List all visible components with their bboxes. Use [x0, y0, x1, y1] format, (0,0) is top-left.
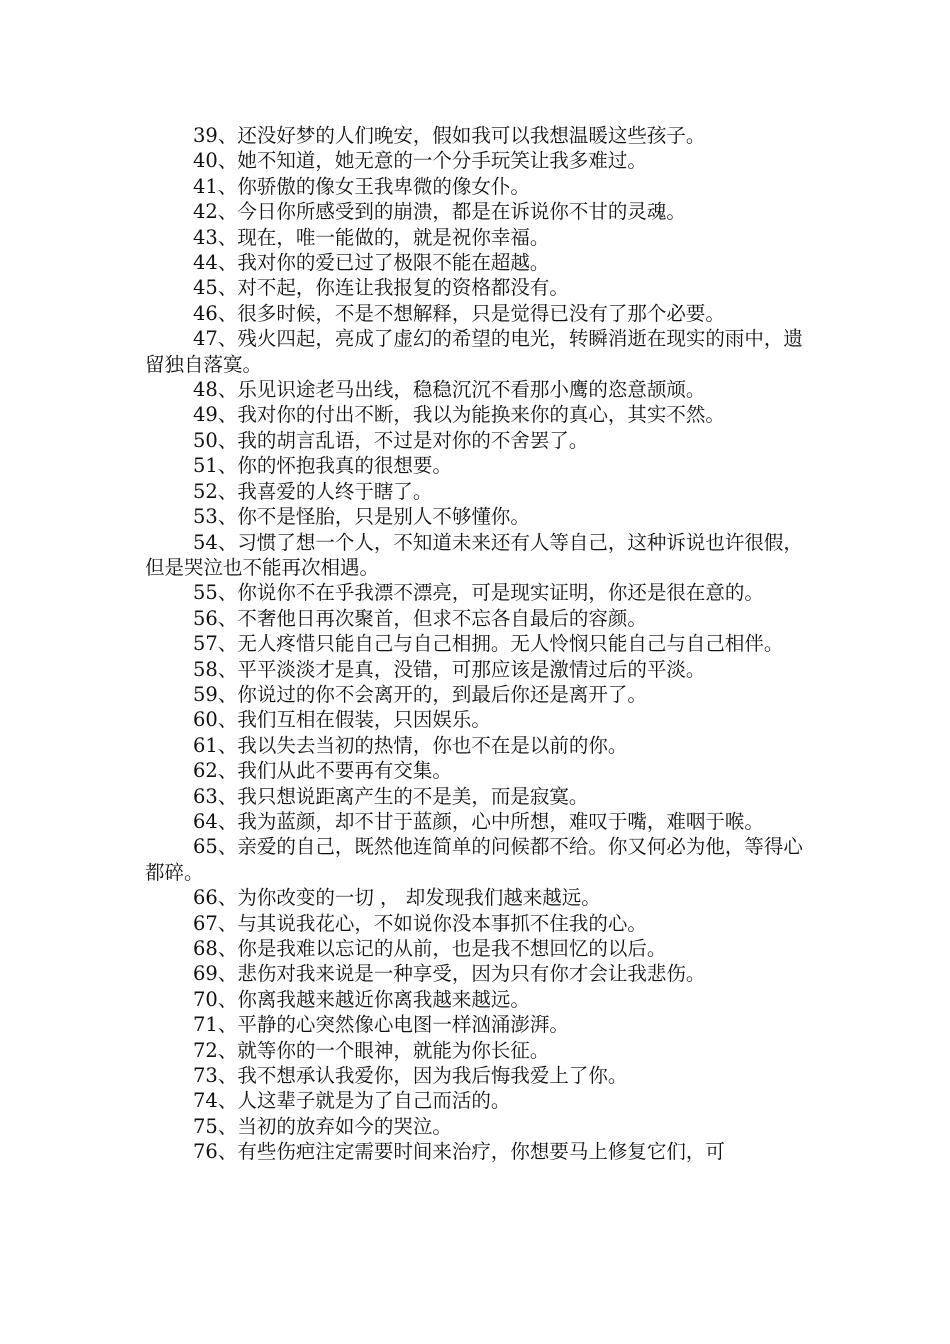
list-item: 42、今日你所感受到的崩溃，都是在诉说你不甘的灵魂。: [193, 200, 686, 224]
list-item: 43、现在，唯一能做的，就是祝你幸福。: [193, 225, 550, 249]
list-item: 55、你说你不在乎我漂不漂亮，可是现实证明，你还是很在意的。: [193, 581, 764, 605]
list-item: 74、人这辈子就是为了自己而活的。: [193, 1089, 511, 1113]
list-item: 45、对不起，你连让我报复的资格都没有。: [193, 276, 569, 300]
list-item: 41、你骄傲的像女王我卑微的像女仆。: [193, 174, 530, 198]
list-item: 73、我不想承认我爱你，因为我后悔我爱上了你。: [193, 1064, 628, 1088]
list-item: 39、还没好梦的人们晚安，假如我可以我想温暖这些孩子。: [193, 124, 706, 147]
list-item: 51、你的怀抱我真的很想要。: [193, 454, 452, 478]
list-item: 70、你离我越来越近你离我越来越远。: [193, 987, 530, 1011]
list-item: 56、不奢他日再次聚首，但求不忘各自最后的容颜。: [193, 606, 647, 630]
list-item: 63、我只想说距离产生的不是美，而是寂寞。: [193, 784, 589, 808]
list-item: 47、残火四起，亮成了虚幻的希望的电光，转瞬消逝在现实的雨中，遗留独自落寞。: [145, 327, 803, 376]
list-item: 75、当初的放弃如今的哭泣。: [193, 1114, 452, 1138]
list-item: 44、我对你的爱已过了极限不能在超越。: [193, 251, 550, 275]
list-item: 66、为你改变的一切 ， 却发现我们越来越远。: [193, 886, 601, 910]
list-item: 54、习惯了想一个人，不知道未来还有人等自己，这种诉说也许很假，但是哭泣也不能再次相遇。: [145, 530, 803, 579]
list-item: 53、你不是怪胎，只是别人不够懂你。: [193, 505, 530, 529]
list-item: 72、就等你的一个眼神，就能为你长征。: [193, 1038, 550, 1062]
list-item: 48、乐见识途老马出线，稳稳沉沉不看那小鹰的恣意颉颃。: [193, 378, 706, 402]
list-item: 46、很多时候，不是不想解释，只是觉得已没有了那个必要。: [193, 301, 725, 325]
list-item: 61、我以失去当初的热情，你也不在是以前的你。: [193, 733, 628, 757]
list-item: 49、我对你的付出不断，我以为能换来你的真心，其实不然。: [193, 403, 725, 427]
list-item: 52、我喜爱的人终于瞎了。: [193, 479, 433, 503]
list-item: 58、平平淡淡才是真，没错，可那应该是激情过后的平淡。: [193, 657, 706, 681]
list-item: 50、我的胡言乱语，不过是对你的不舍罢了。: [193, 428, 589, 452]
list-item: 67、与其说我花心，不如说你没本事抓不住我的心。: [193, 911, 647, 935]
list-item: 68、你是我难以忘记的从前，也是我不想回忆的以后。: [193, 937, 667, 960]
list-item: 57、无人疼惜只能自己与自己相拥。无人怜悯只能自己与自己相伴。: [193, 632, 784, 656]
list-item: 64、我为蓝颜，却不甘于蓝颜，心中所想，难叹于嘴，难咽于喉。: [193, 809, 764, 833]
document-body: [145, 123, 810, 1165]
list-item: 59、你说过的你不会离开的，到最后你还是离开了。: [193, 682, 647, 706]
list-item: 69、悲伤对我来说是一种享受，因为只有你才会让我悲伤。: [193, 962, 706, 986]
list-item: 62、我们从此不要再有交集。: [193, 759, 452, 783]
list-item: 76、有些伤疤注定需要时间来治疗，你想要马上修复它们，可: [193, 1140, 725, 1164]
list-item: 65、亲爱的自己，既然他连简单的问候都不给。你又何必为他，等得心都碎。: [145, 835, 803, 884]
list-item: 71、平静的心突然像心电图一样汹涌澎湃。: [193, 1013, 569, 1037]
list-item: 60、我们互相在假装，只因娱乐。: [193, 708, 491, 732]
list-item: 40、她不知道，她无意的一个分手玩笑让我多难过。: [193, 149, 647, 173]
